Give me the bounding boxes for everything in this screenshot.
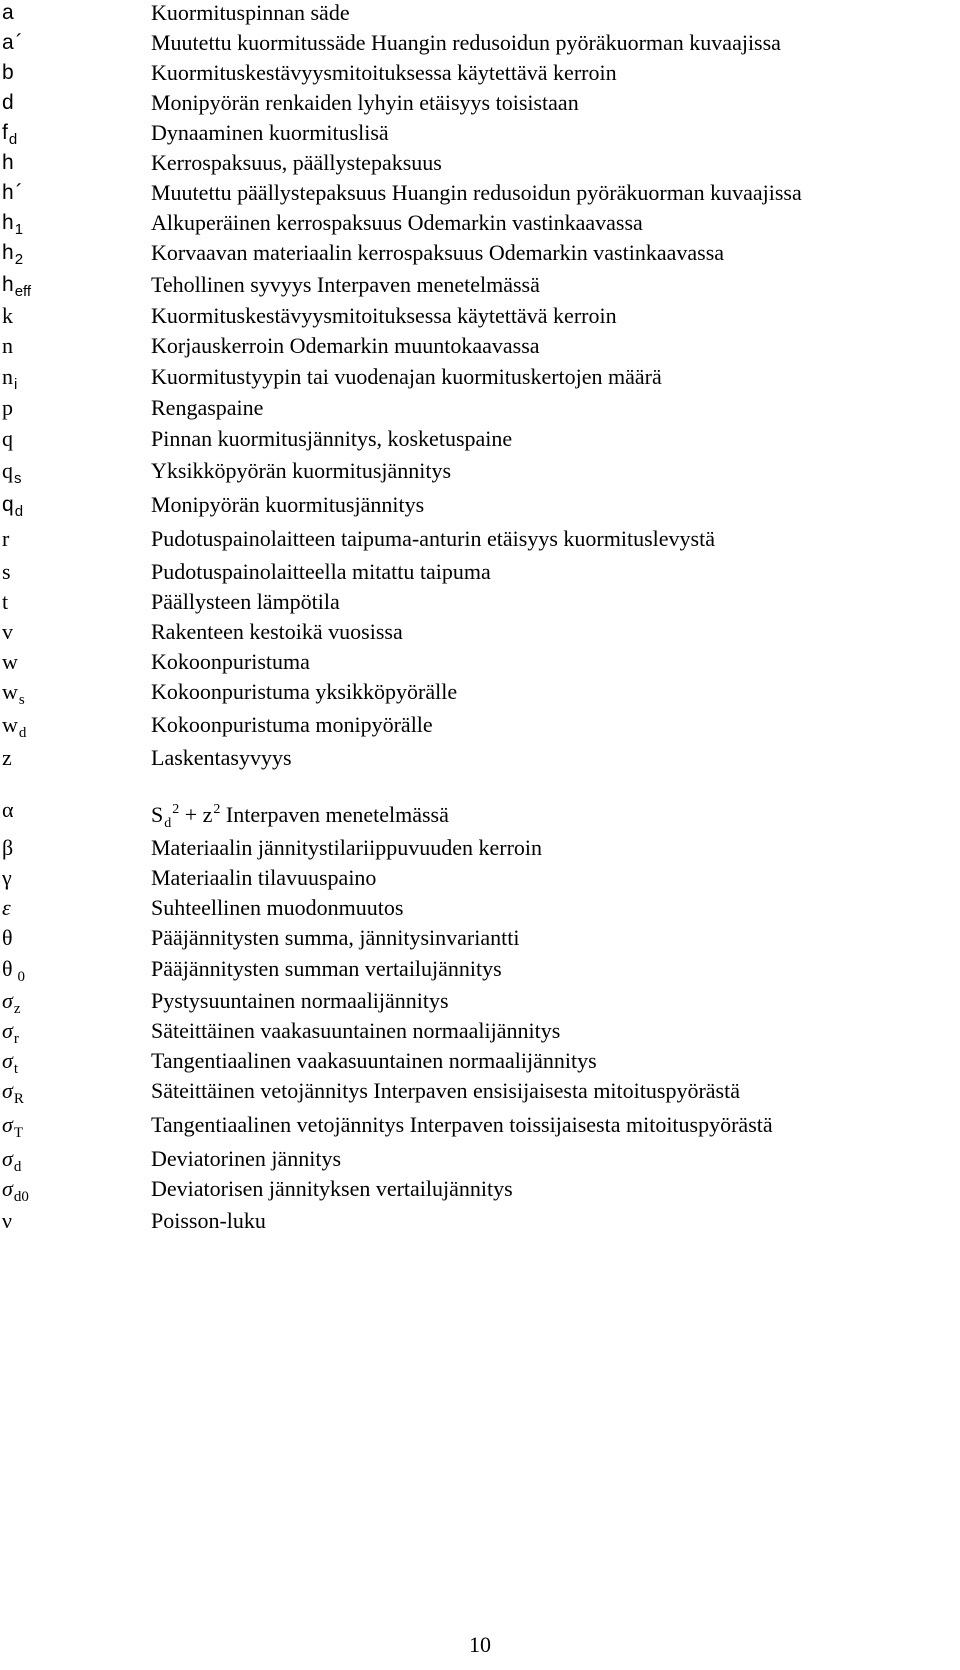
symbol: $\sigma_r$: [2, 1018, 19, 1047]
symbol: n: [2, 333, 13, 358]
symbol-description: Kerrospaksuus, päällystepaksuus: [151, 150, 442, 175]
symbol-row: [0, 120, 960, 150]
symbol: k: [2, 303, 13, 328]
symbol-description: Kuormituskestävyysmitoituksessa käytettävä kerroin: [151, 303, 617, 328]
symbol: $q_s$: [2, 458, 22, 487]
symbol-row: [0, 589, 960, 619]
symbol-row: [0, 526, 960, 556]
symbol-description: Pääjännitysten summa, jännitysinvariantti: [151, 925, 520, 950]
symbol: $h_{eff}$: [2, 273, 32, 300]
symbol-row: [0, 1112, 960, 1142]
symbol: r: [2, 526, 10, 551]
symbol-row: [0, 492, 960, 522]
symbol-row: [0, 988, 960, 1018]
symbol-row: [0, 180, 960, 210]
symbol-description: Muutettu kuormitussäde Huangin redusoidun pyöräkuorman kuvaajissa: [151, 30, 781, 55]
symbol-description: Muutettu päällystepaksuus Huangin redusoidun pyöräkuorman kuvaajissa: [151, 180, 802, 205]
symbol: $n_i$: [2, 364, 18, 393]
symbol-description: Kokoonpuristuma monipyörälle: [151, 712, 433, 737]
symbol-row: [0, 1208, 960, 1238]
symbol-description: Laskentasyvyys: [151, 745, 292, 770]
symbol-row: [0, 333, 960, 363]
symbol: $w_d$: [2, 712, 27, 741]
symbol-description: Yksikköpyörän kuormitusjännitys: [151, 458, 452, 483]
symbol-description: Deviatorinen jännitys: [151, 1146, 342, 1171]
symbol-row: [0, 745, 960, 775]
symbol: θ $_0$: [2, 956, 26, 985]
symbol-description: Monipyörän renkaiden lyhyin etäisyys toisistaan: [151, 90, 579, 115]
symbol-row: [0, 210, 960, 240]
symbol-row: [0, 679, 960, 709]
symbol-description: Pudotuspainolaitteen taipuma-anturin etäisyys kuormituslevystä: [151, 526, 715, 551]
symbol: q: [2, 426, 13, 451]
symbol-description: Kokoonpuristuma: [151, 649, 310, 674]
symbol-row: [0, 364, 960, 394]
symbol-description: Tehollinen syvyys Interpaven menetelmässä: [151, 272, 540, 297]
symbol-description: Korjauskerroin Odemarkin muuntokaavassa: [151, 333, 540, 358]
symbol: t: [2, 589, 9, 614]
symbol-description: Korvaavan materiaalin kerrospaksuus Odemarkin vastinkaavassa: [151, 240, 725, 265]
symbol: α: [2, 797, 14, 822]
symbol-row: [0, 60, 960, 90]
symbol-row: [0, 240, 960, 270]
symbol-description: Deviatorisen jännityksen vertailujännitys: [151, 1176, 513, 1201]
symbol-description: Rakenteen kestoikä vuosissa: [151, 619, 403, 644]
symbol-description: Säteittäinen vetojännitys Interpaven ensisijaisesta mitoituspyörästä: [151, 1078, 740, 1103]
symbol-row: [0, 426, 960, 456]
symbol-description: Tangentiaalinen vetojännitys Interpaven toissijaisesta mitoituspyörästä: [151, 1112, 773, 1137]
symbol-row: [0, 1176, 960, 1206]
symbol: θ: [2, 925, 13, 950]
symbol-row: [0, 925, 960, 955]
symbol-row: [0, 1078, 960, 1108]
symbol-description: Poisson-luku: [151, 1208, 266, 1233]
symbol-row: [0, 458, 960, 488]
symbol: $\sigma_d$: [2, 1146, 22, 1175]
symbol: a´: [2, 31, 23, 54]
symbol: β: [2, 835, 14, 860]
symbol: ν: [2, 1208, 12, 1233]
symbol-description: Tangentiaalinen vaakasuuntainen normaalijännitys: [151, 1048, 597, 1073]
symbol-description: Pystysuuntainen normaalijännitys: [151, 988, 449, 1013]
symbol-row: [0, 895, 960, 925]
symbol-description: Kokoonpuristuma yksikköpyörälle: [151, 679, 458, 704]
symbol-row: [0, 90, 960, 120]
page-number: 10: [469, 1632, 491, 1657]
symbol-row: [0, 712, 960, 742]
symbol: v: [2, 619, 13, 644]
symbol-description: Materiaalin jännitystilariippuvuuden kerroin: [151, 835, 543, 860]
symbol: $q_d$: [2, 493, 24, 520]
symbol-description: Päällysteen lämpötila: [151, 589, 340, 614]
symbol-row: [0, 649, 960, 679]
symbol: $\sigma_{d0}$: [2, 1176, 29, 1205]
symbol: z: [2, 745, 12, 770]
symbol: h´: [2, 181, 23, 204]
symbol-description: Kuormituskestävyysmitoituksessa käytettävä kerroin: [151, 60, 617, 85]
symbol: $w_s$: [2, 679, 25, 708]
symbol-row: [0, 619, 960, 649]
symbol-row: [0, 272, 960, 302]
symbol: γ: [2, 865, 12, 890]
symbol: $h_1$: [2, 211, 24, 238]
symbol: $f_d$: [2, 121, 18, 148]
symbol-row: [0, 1018, 960, 1048]
symbol-row: [0, 150, 960, 180]
symbol-description: Dynaaminen kuormituslisä: [151, 120, 389, 145]
symbol-row: [0, 395, 960, 425]
symbol-row: [0, 835, 960, 865]
symbol-description: Kuormituspinnan säde: [151, 0, 350, 25]
symbol: $\sigma_T$: [2, 1112, 24, 1141]
symbol: w: [2, 649, 18, 674]
symbol: ε: [2, 895, 11, 920]
symbol-description: Pinnan kuormitusjännitys, kosketuspaine: [151, 426, 513, 451]
symbol-row: [0, 1146, 960, 1176]
symbol-row: [0, 865, 960, 895]
symbol-description: Rengaspaine: [151, 395, 264, 420]
symbol: $h_2$: [2, 241, 24, 268]
symbol: h: [2, 151, 14, 174]
symbol: d: [2, 91, 14, 114]
symbol-row: [0, 956, 960, 986]
symbol-row: [0, 303, 960, 333]
symbol: b: [2, 61, 14, 84]
symbol-description: Kuormitustyypin tai vuodenajan kuormituskertojen määrä: [151, 364, 662, 389]
symbol-row: [0, 30, 960, 60]
symbol-description: Suhteellinen muodonmuutos: [151, 895, 404, 920]
symbol-description: Pääjännitysten summan vertailujännitys: [151, 956, 502, 981]
symbol-description: $S_d^2 + z^2$ Interpaven menetelmässä: [151, 802, 449, 831]
symbol: $\sigma_t$: [2, 1048, 19, 1077]
symbol: $\sigma_z$: [2, 988, 21, 1017]
symbol-row: [0, 797, 960, 831]
symbol: s: [2, 559, 11, 584]
symbol-row: [0, 559, 960, 589]
symbol: p: [2, 395, 13, 420]
symbol: $\sigma_R$: [2, 1078, 24, 1107]
symbol-description: Pudotuspainolaitteella mitattu taipuma: [151, 559, 491, 584]
symbol-row: [0, 0, 960, 30]
symbol-description: Materiaalin tilavuuspaino: [151, 865, 377, 890]
symbol-description: Alkuperäinen kerrospaksuus Odemarkin vastinkaavassa: [151, 210, 643, 235]
symbol: a: [2, 1, 14, 24]
symbol-description: Monipyörän kuormitusjännitys: [151, 492, 425, 517]
symbol-row: [0, 1048, 960, 1078]
symbol-description: Säteittäinen vaakasuuntainen normaalijännitys: [151, 1018, 561, 1043]
